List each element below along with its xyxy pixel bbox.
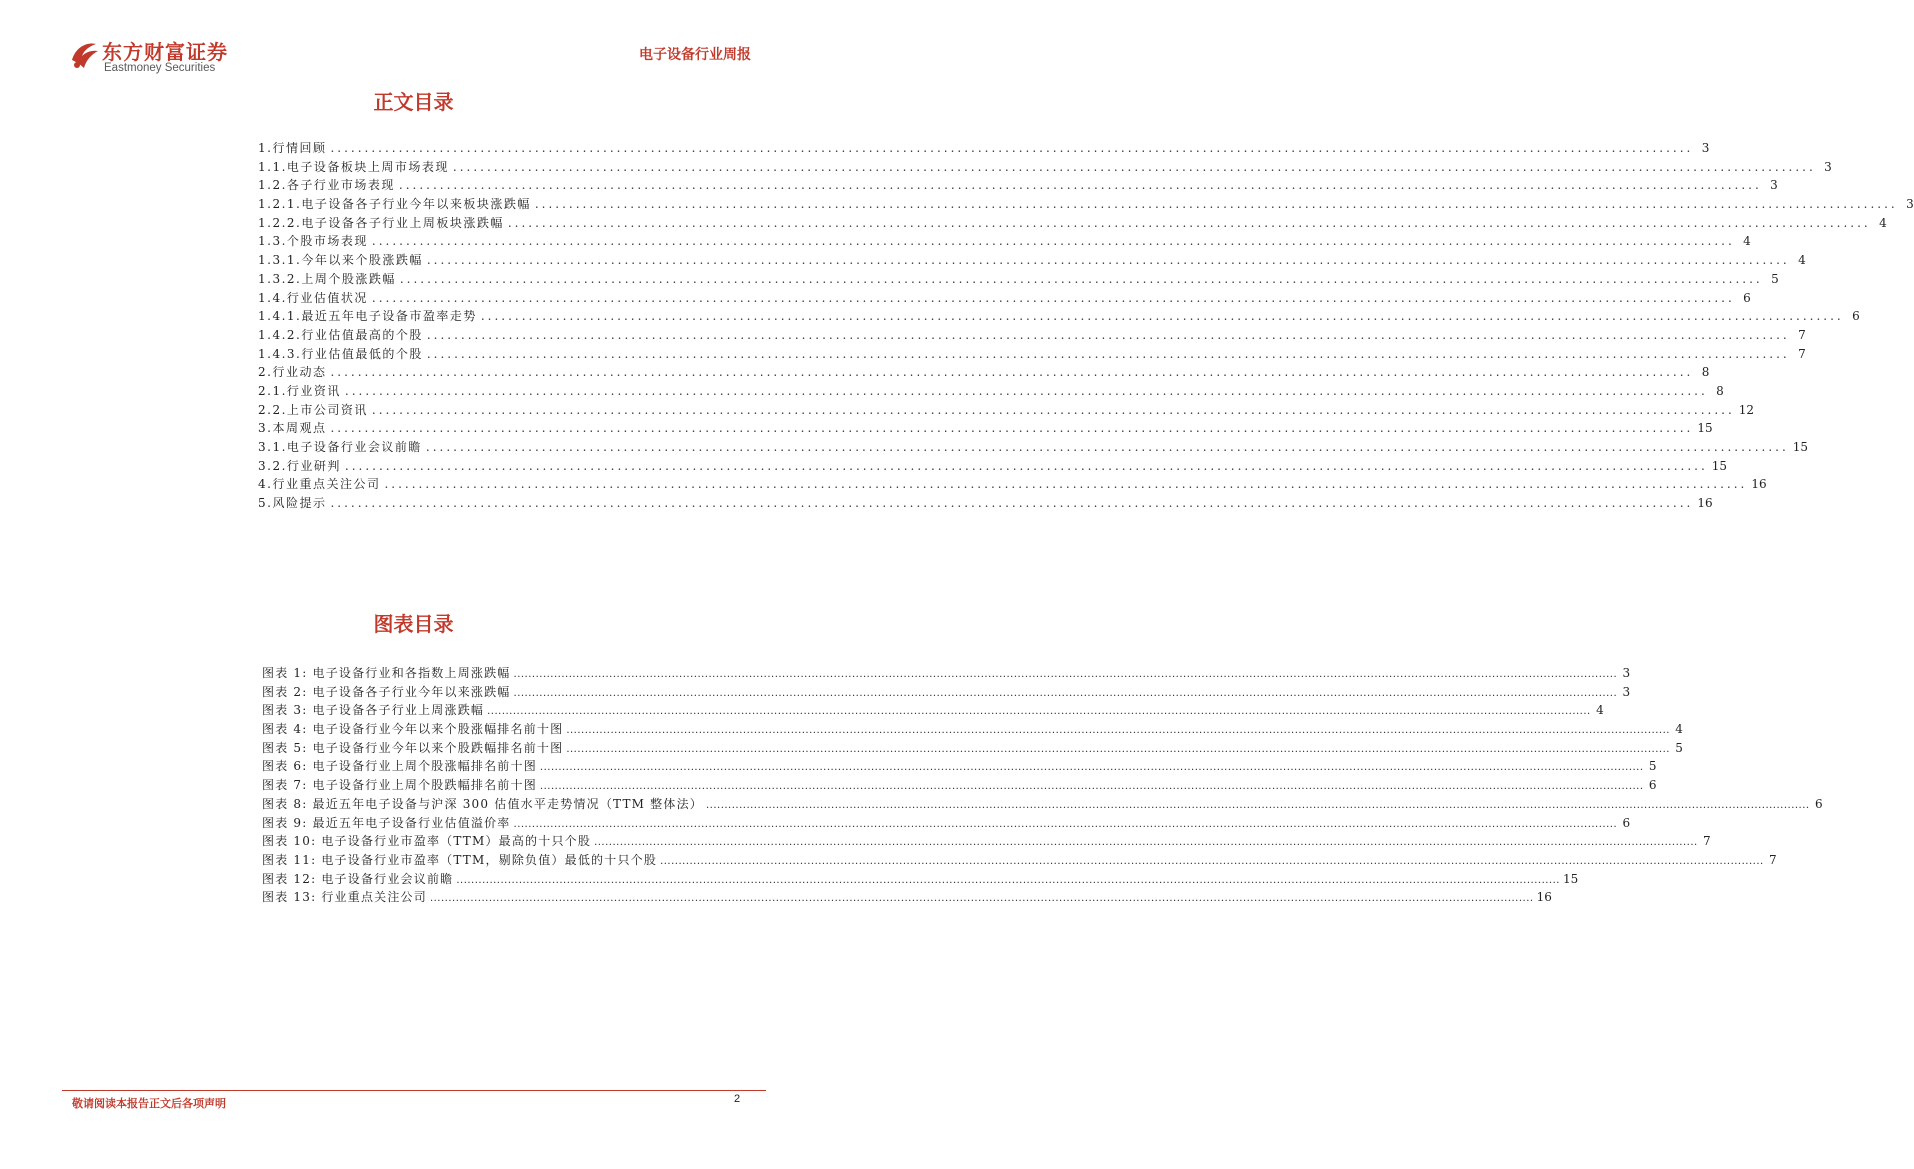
toc-entry-page: 4 [1743, 234, 1751, 249]
leader-dots: ........................................................................................................................................................................................................ [371, 290, 1735, 305]
leader-dots: ............................................................................................................................................................................................................................................................................................................ [487, 706, 1591, 718]
toc-entry-label: 3.本周观点 [258, 421, 327, 436]
toc-entry[interactable] [258, 326, 1806, 345]
figure-entry-page: 3 [1622, 684, 1631, 699]
leader-dots: ........................................................................................................................................................................................................ [330, 365, 1694, 380]
figure-entry[interactable] [262, 683, 1631, 702]
toc-entry-page: 16 [1751, 477, 1767, 492]
toc-entry-label: 5.风险提示 [258, 496, 327, 511]
company-logo [68, 36, 248, 80]
toc-entry-label: 1.2.各子行业市场表现 [258, 178, 395, 193]
leader-dots: ............................................................................................................................................................................................................................................................................................................ [566, 725, 1670, 737]
leader-dots: ........................................................................................................................................................................................................ [384, 477, 1748, 492]
list-of-figures [262, 664, 1823, 907]
toc-entry[interactable] [258, 139, 1710, 158]
toc-entry-label: 3.2.行业研判 [258, 458, 341, 473]
toc-entry[interactable] [258, 419, 1713, 438]
leader-dots: ........................................................................................................................................................................................................ [480, 309, 1844, 324]
toc-entry-label: 2.1.行业资讯 [258, 383, 341, 398]
toc-entry[interactable] [258, 214, 1887, 233]
leader-dots: ........................................................................................................................................................................................................ [534, 197, 1898, 212]
leader-dots: ............................................................................................................................................................................................................................................................................................................ [429, 893, 1534, 905]
toc-entry-page: 3 [1770, 178, 1778, 193]
toc-entry-page: 3 [1906, 197, 1914, 212]
toc-entry-page: 15 [1711, 458, 1728, 473]
figure-entry-page: 7 [1769, 852, 1777, 867]
toc-entry-page: 12 [1738, 402, 1755, 417]
toc-entry[interactable] [258, 176, 1778, 195]
figure-entry-label: 图表 4: 电子设备行业今年以来个股涨幅排名前十图 [262, 722, 564, 737]
toc-entry[interactable] [258, 251, 1806, 270]
figure-entry-page: 6 [1648, 778, 1657, 793]
figure-entry[interactable] [262, 870, 1579, 889]
toc-entry[interactable] [258, 158, 1832, 177]
report-type-title: 电子设备行业周报 [639, 47, 751, 63]
leader-dots: ............................................................................................................................................................................................................................................................................................................ [594, 837, 1698, 849]
figure-entry[interactable] [262, 832, 1711, 851]
figure-entry[interactable] [262, 851, 1777, 870]
logo-english-name: Eastmoney Securities [104, 62, 216, 74]
leader-dots: ............................................................................................................................................................................................................................................................................................................ [705, 799, 1810, 811]
figure-entry[interactable] [262, 795, 1823, 814]
figure-entry[interactable] [262, 720, 1683, 739]
footer-divider [62, 1090, 766, 1091]
toc-entry[interactable] [258, 345, 1806, 364]
leader-dots: ............................................................................................................................................................................................................................................................................................................ [456, 874, 1560, 886]
figure-entry-label: 图表 10: 电子设备行业市盈率（TTM）最高的十只个股 [262, 834, 592, 849]
toc-entry-label: 1.4.行业估值状况 [258, 290, 368, 305]
leader-dots: ........................................................................................................................................................................................................ [398, 178, 1762, 193]
toc-entry-page: 16 [1697, 496, 1713, 511]
leader-dots: ............................................................................................................................................................................................................................................................................................................ [566, 743, 1670, 755]
toc-entry-label: 2.2.上市公司资讯 [258, 402, 368, 417]
toc-entry[interactable] [258, 401, 1755, 420]
toc-entry-label: 1.1.电子设备板块上周市场表现 [258, 159, 449, 174]
leader-dots: ........................................................................................................................................................................................................ [330, 421, 1694, 436]
toc-entry-label: 1.3.个股市场表现 [258, 234, 368, 249]
toc-entry-page: 7 [1798, 327, 1806, 342]
figure-entry[interactable] [262, 739, 1683, 758]
toc-entry-label: 3.1.电子设备行业会议前瞻 [258, 440, 422, 454]
logo-chinese-name: 东方财富证券 [102, 40, 228, 64]
toc-entry-label: 1.2.1.电子设备各子行业今年以来板块涨跌幅 [258, 197, 531, 212]
leader-dots: ........................................................................................................................................................................................................ [371, 402, 1735, 417]
figure-entry-page: 4 [1675, 722, 1683, 737]
toc-entry[interactable] [258, 363, 1710, 382]
figure-entry-page: 4 [1596, 703, 1604, 718]
toc-entry-page: 6 [1743, 290, 1751, 305]
figure-entry[interactable] [262, 757, 1657, 776]
figure-entry-label: 图表 1: 电子设备行业和各指数上周涨跌幅 [262, 666, 511, 680]
toc-entry-page: 5 [1771, 271, 1779, 286]
toc-entry-page: 4 [1879, 215, 1887, 230]
eastmoney-logo-icon [68, 38, 102, 72]
leader-dots: ........................................................................................................................................................................................................ [330, 496, 1694, 511]
toc-entry-label: 1.4.2.行业估值最高的个股 [258, 327, 423, 342]
leader-dots: ............................................................................................................................................................................................................................................................................................................ [539, 762, 1644, 774]
toc-entry[interactable] [258, 457, 1728, 476]
figure-entry-label: 图表 3: 电子设备各子行业上周涨跌幅 [262, 703, 485, 718]
leader-dots: ........................................................................................................................................................................................................ [344, 383, 1708, 398]
figure-entry-label: 图表 5: 电子设备行业今年以来个股跌幅排名前十图 [262, 740, 564, 755]
leader-dots: ........................................................................................................................................................................................................ [425, 440, 1789, 454]
leader-dots: ........................................................................................................................................................................................................ [452, 159, 1816, 174]
toc-entry-label: 4.行业重点关注公司 [258, 477, 381, 492]
leader-dots: ........................................................................................................................................................................................................ [426, 253, 1790, 268]
leader-dots: ........................................................................................................................................................................................................ [507, 215, 1871, 230]
toc-entry-label: 1.2.2.电子设备各子行业上周板块涨跌幅 [258, 215, 504, 230]
figure-entry-page: 3 [1622, 666, 1631, 680]
figure-entry-page: 6 [1814, 796, 1823, 811]
toc-entry[interactable] [258, 289, 1751, 308]
figure-entry-page: 5 [1675, 740, 1683, 755]
toc-entry-page: 15 [1792, 440, 1809, 454]
leader-dots: ........................................................................................................................................................................................................ [426, 346, 1790, 361]
toc-entry[interactable] [258, 232, 1751, 251]
leader-dots: ........................................................................................................................................................................................................ [426, 327, 1790, 342]
toc-entry-page: 3 [1824, 159, 1832, 174]
toc-entry-page: 8 [1716, 383, 1724, 398]
leader-dots: ........................................................................................................................................................................................................ [330, 141, 1694, 155]
toc-entry[interactable] [258, 195, 1914, 214]
toc-entry[interactable] [258, 270, 1779, 289]
figure-entry-label: 图表 12: 电子设备行业会议前瞻 [262, 871, 454, 886]
figure-entry-page: 5 [1648, 759, 1657, 774]
figure-entry[interactable] [262, 776, 1657, 795]
toc-entry[interactable] [258, 382, 1724, 401]
figure-entry-page: 6 [1622, 815, 1631, 830]
toc-entry-label: 1.4.3.行业估值最低的个股 [258, 346, 423, 361]
toc-entry-page: 15 [1697, 421, 1713, 436]
toc-entry-label: 1.行情回顾 [258, 141, 327, 155]
toc-entry-label: 2.行业动态 [258, 365, 327, 380]
leader-dots: ........................................................................................................................................................................................................ [399, 271, 1763, 286]
leader-dots: ............................................................................................................................................................................................................................................................................................................ [513, 687, 1618, 699]
figure-entry-label: 图表 7: 电子设备行业上周个股跌幅排名前十图 [262, 778, 537, 793]
toc-entry-label: 1.3.2.上周个股涨跌幅 [258, 271, 396, 286]
figure-entry-label: 图表 9: 最近五年电子设备行业估值溢价率 [262, 815, 511, 830]
page-number: 2 [734, 1093, 741, 1105]
figure-entry-label: 图表 13: 行业重点关注公司 [262, 890, 427, 905]
toc-entry-page: 7 [1798, 346, 1806, 361]
figure-entry[interactable] [262, 888, 1552, 907]
table-of-contents [258, 139, 1914, 513]
figure-entry-page: 16 [1536, 890, 1552, 905]
toc-entry-label: 1.3.1.今年以来个股涨跌幅 [258, 253, 423, 268]
figure-list-heading: 图表目录 [373, 612, 454, 636]
toc-entry-label: 1.4.1.最近五年电子设备市盈率走势 [258, 309, 477, 324]
toc-entry-page: 4 [1798, 253, 1806, 268]
leader-dots: ............................................................................................................................................................................................................................................................................................................ [660, 855, 1764, 867]
figure-entry[interactable] [262, 701, 1604, 720]
figure-entry[interactable] [262, 664, 1631, 683]
figure-entry-label: 图表 11: 电子设备行业市盈率（TTM，剔除负值）最低的十只个股 [262, 852, 658, 867]
toc-entry[interactable] [258, 475, 1767, 494]
page-header [0, 0, 827, 90]
toc-entry[interactable] [258, 494, 1713, 513]
figure-entry-label: 图表 6: 电子设备行业上周个股涨幅排名前十图 [262, 759, 537, 774]
toc-entry-page: 8 [1701, 365, 1710, 380]
leader-dots: ............................................................................................................................................................................................................................................................................................................ [539, 781, 1644, 793]
leader-dots: ............................................................................................................................................................................................................................................................................................................ [513, 818, 1618, 830]
figure-entry-page: 15 [1562, 871, 1579, 886]
toc-entry-page: 3 [1701, 141, 1710, 155]
figure-entry[interactable] [262, 814, 1631, 833]
footer-disclaimer: 敬请阅读本报告正文后各项声明 [72, 1097, 226, 1110]
figure-entry-page: 7 [1703, 834, 1711, 849]
leader-dots: ........................................................................................................................................................................................................ [371, 234, 1735, 249]
figure-entry-label: 图表 8: 最近五年电子设备与沪深 300 估值水平走势情况（TTM 整体法） [262, 796, 703, 811]
toc-entry-page: 6 [1852, 309, 1860, 324]
toc-heading: 正文目录 [373, 90, 454, 114]
figure-entry-label: 图表 2: 电子设备各子行业今年以来涨跌幅 [262, 684, 511, 699]
leader-dots: ........................................................................................................................................................................................................ [344, 458, 1708, 473]
toc-entry[interactable] [258, 438, 1809, 457]
toc-entry[interactable] [258, 307, 1860, 326]
leader-dots: ............................................................................................................................................................................................................................................................................................................ [513, 669, 1618, 680]
